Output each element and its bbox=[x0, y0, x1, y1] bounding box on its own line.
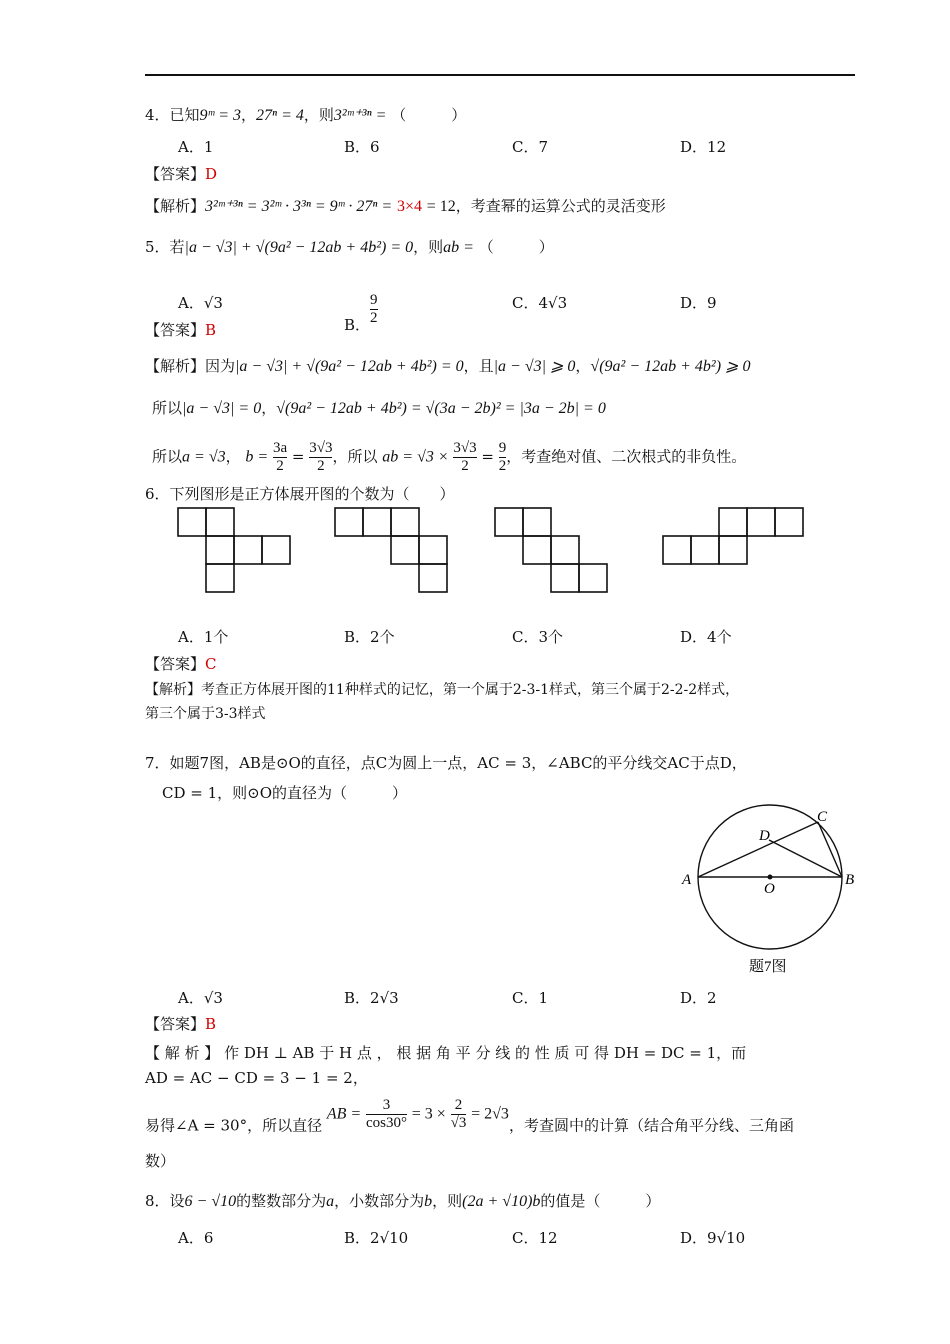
q7-option-d: D．2 bbox=[680, 989, 717, 1007]
q7-stem-2: CD = 1，则⊙O的直径为（ ） bbox=[162, 784, 408, 802]
q5-analysis-line3: 所以a = √3， b = $\frac{3a}{2}$ = $\frac{3√3}{2}$ ，所以 ab = √3 × $\frac{3√3}{2}$ = $\frac{9}{2}$ ，考查绝对值、二次根式的非负性。 bbox=[152, 440, 747, 474]
q6-option-c: C．3个 bbox=[512, 628, 564, 646]
q5-option-a: A．√3 bbox=[178, 294, 223, 312]
q4-analysis: 【解析】3²ᵐ⁺³ⁿ = 3²ᵐ · 3³ⁿ = 9ᵐ · 27ⁿ = 3×4 = 12，考查幂的运算公式的灵活变形 bbox=[145, 197, 666, 215]
q8-option-c: C．12 bbox=[512, 1229, 558, 1247]
label-d: D bbox=[759, 828, 770, 844]
q4-option-c: C．7 bbox=[512, 138, 549, 156]
q6-analysis-2: 第三个属于3-3样式 bbox=[145, 706, 266, 722]
q7-option-a: A．√3 bbox=[178, 989, 223, 1007]
q4-answer: 【答案】D bbox=[145, 165, 218, 183]
q5-option-d: D．9 bbox=[680, 294, 717, 312]
cube-net-2 bbox=[335, 508, 447, 592]
q8-stem: 8．设6 − √10的整数部分为a，小数部分为b，则(2a + √10)b的值是（ ） bbox=[145, 1192, 661, 1210]
cube-net-3 bbox=[495, 508, 607, 592]
label-o: O bbox=[764, 881, 775, 897]
q7-analysis-3: 易得∠A = 30°，所以直径 AB = $\frac{3}{\cos 30^\circ}$ = 3 × $\frac{2}{√3}$ = 2√3，考查圆中的计算（结合角平分线、三角函 bbox=[145, 1097, 794, 1135]
q4-expr1: 9ᵐ = 3 bbox=[199, 107, 242, 124]
q5-analysis-line2: 所以|a − √3| = 0，√(9a² − 12ab + 4b²) = √(3a − 2b)² = |3a − 2b| = 0 bbox=[152, 399, 606, 417]
q8-option-d: D．9√10 bbox=[680, 1229, 746, 1247]
q7-analysis-2: AD = AC − CD = 3 − 1 = 2， bbox=[145, 1069, 368, 1087]
q4-stem: 4．已知9ᵐ = 3，27ⁿ = 4，则3²ᵐ⁺³ⁿ = （ ） bbox=[145, 106, 467, 124]
q4-expr3: 3²ᵐ⁺³ⁿ = bbox=[333, 107, 387, 124]
q6-option-b: B．2个 bbox=[344, 628, 395, 646]
q5-option-c: C．4√3 bbox=[512, 294, 568, 312]
q4-expr2: 27ⁿ = 4 bbox=[256, 107, 304, 124]
q5-option-b: B． $\frac{9}{2}$ bbox=[344, 292, 378, 334]
q6-cube-nets-figure bbox=[170, 500, 820, 600]
q7-answer: 【答案】B bbox=[145, 1015, 217, 1033]
q8-option-a: A．6 bbox=[178, 1229, 214, 1247]
q6-analysis: 【解析】考查正方体展开图的11种样式的记忆，第一个属于2-3-1样式，第三个属于2-2-2样式， bbox=[145, 682, 740, 698]
q6-stem: 6．下列图形是正方体展开图的个数为（ ） bbox=[145, 485, 455, 503]
q7-analysis-1: 【 解 析 】 作 DH ⊥ AB 于 H 点 ， 根 据 角 平 分 线 的 性 质 可 得 DH = DC = 1，而 bbox=[145, 1044, 747, 1062]
q4-option-b: B．6 bbox=[344, 138, 380, 156]
header-rule bbox=[145, 74, 855, 76]
q8-option-b: B．2√10 bbox=[344, 1229, 409, 1247]
q5-stem: 5．若|a − √3| + √(9a² − 12ab + 4b²) = 0，则ab = （ ） bbox=[145, 238, 554, 256]
label-a: A bbox=[682, 872, 692, 888]
cube-net-1 bbox=[178, 508, 290, 592]
q7-option-b: B．2√3 bbox=[344, 989, 399, 1007]
label-c: C bbox=[817, 809, 828, 825]
q5-answer: 【答案】B bbox=[145, 321, 217, 339]
q6-option-d: D．4个 bbox=[680, 628, 732, 646]
q6-answer: 【答案】C bbox=[145, 655, 217, 673]
q6-option-a: A．1个 bbox=[178, 628, 229, 646]
cube-net-4 bbox=[663, 508, 803, 564]
q4-option-a: A．1 bbox=[178, 138, 214, 156]
label-b: B bbox=[845, 872, 855, 888]
q7-stem-1: 7．如题7图，AB是⊙O的直径，点C为圆上一点，AC = 3，∠ABC的平分线交AC于点D， bbox=[145, 754, 747, 772]
q7-circle-figure bbox=[675, 800, 860, 980]
q7-analysis-4: 数） bbox=[145, 1152, 176, 1170]
q4-option-d: D．12 bbox=[680, 138, 727, 156]
figure-caption: 题7图 bbox=[749, 959, 787, 975]
q5-analysis-line1: 【解析】因为|a − √3| + √(9a² − 12ab + 4b²) = 0，且|a − √3| ⩾ 0，√(9a² − 12ab + 4b²) ⩾ 0 bbox=[145, 357, 751, 375]
q7-option-c: C．1 bbox=[512, 989, 549, 1007]
